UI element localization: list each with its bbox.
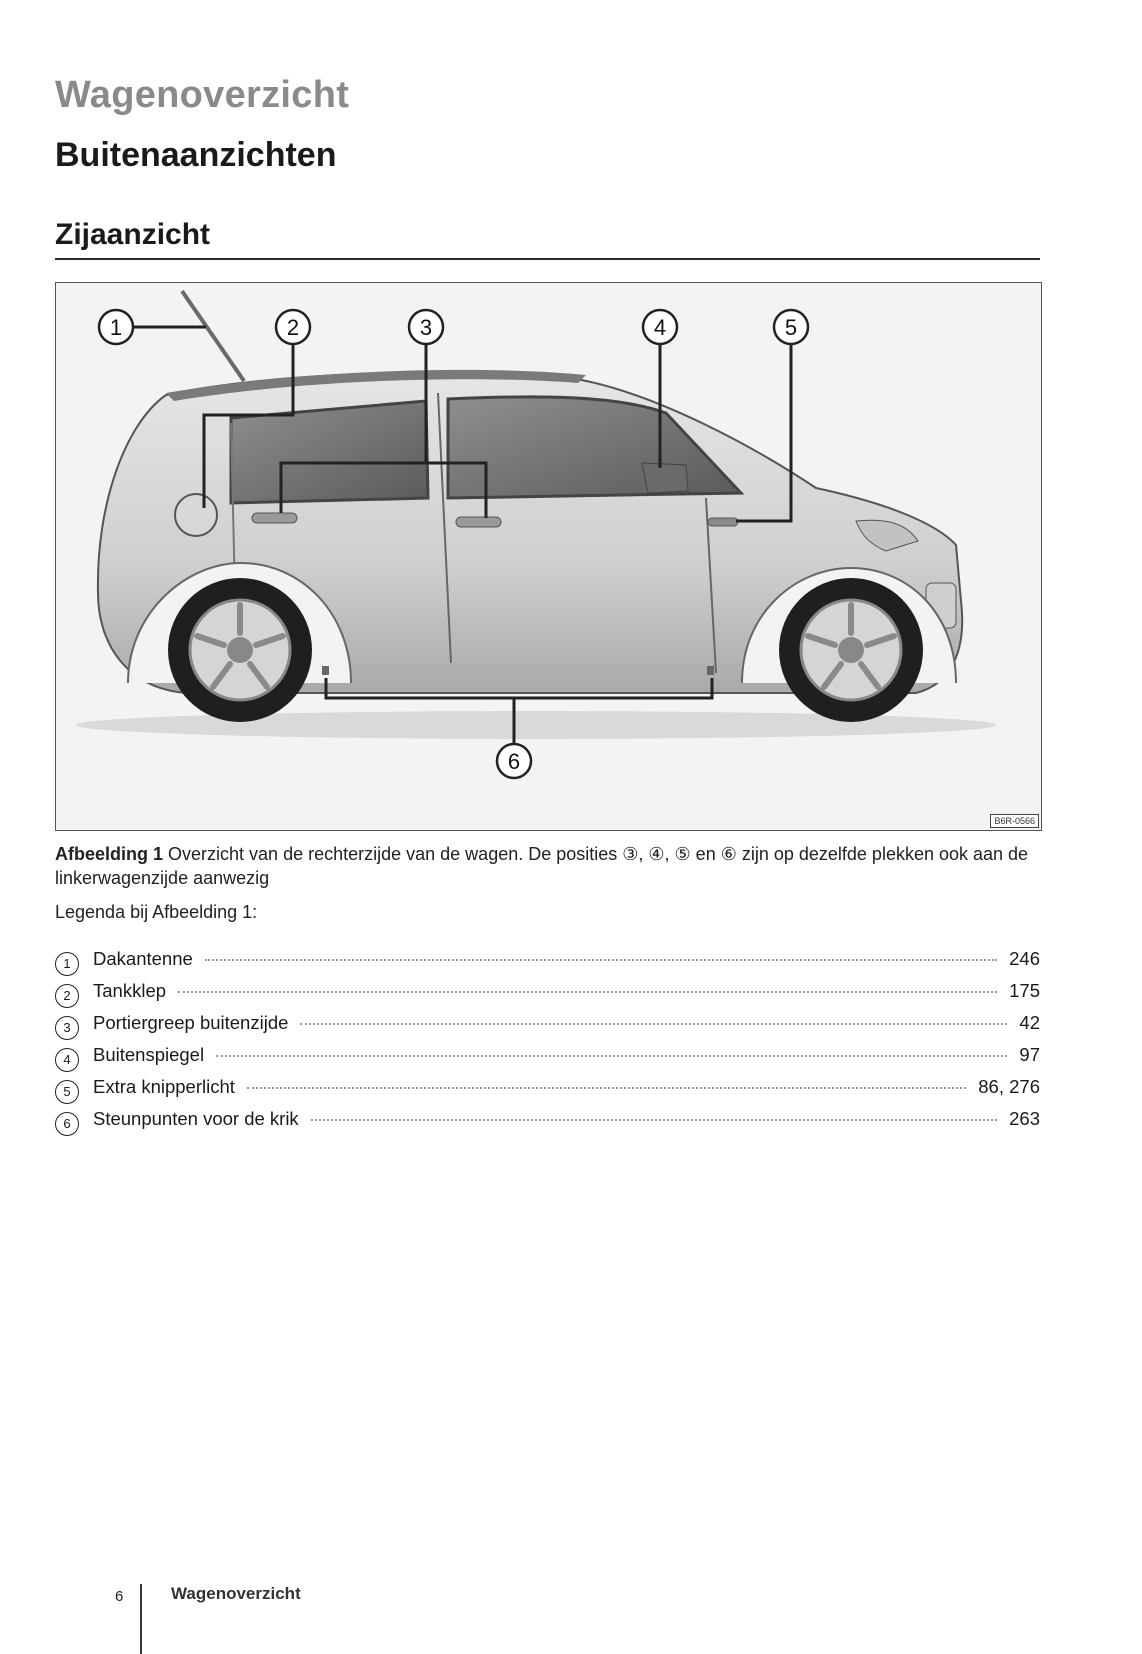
svg-text:6: 6 [507, 749, 521, 774]
leader-dots [247, 1087, 966, 1089]
leader-dots [178, 991, 997, 993]
legend-item [55, 1044, 1040, 1076]
subsection-title: Zijaanzicht [55, 218, 211, 251]
legend-item [55, 1076, 1040, 1108]
legend-label: Extra knipperlicht [93, 1076, 235, 1097]
legend-page: 263 [1009, 1108, 1040, 1129]
svg-text:2: 2 [286, 315, 300, 340]
rear-wheel [168, 578, 312, 722]
svg-text:4: 4 [653, 315, 667, 340]
jack-point-rear [322, 666, 329, 675]
legend-number: 3 [55, 1016, 79, 1040]
roof-antenna [182, 291, 244, 381]
svg-text:5: 5 [784, 315, 798, 340]
caption-label: Afbeelding 1 [55, 844, 164, 864]
legend-label: Tankklep [93, 980, 167, 1001]
callout-6 [497, 744, 531, 778]
jack-point-front [707, 666, 714, 675]
rear-door-handle [252, 513, 297, 523]
legend-item [55, 948, 1040, 980]
side-indicator [708, 518, 738, 526]
legend-page: 97 [1019, 1044, 1040, 1065]
callout-5 [774, 310, 808, 344]
fuel-flap [175, 494, 217, 536]
figure-code: B6R-0566 [990, 814, 1039, 828]
caption-text: Overzicht van de rechterzijde van de wagen. De posities ③, ④, ⑤ en ⑥ zijn op dezelfde plekken ook aan de linkerwagenzijde aanwezig [55, 844, 1029, 888]
car-illustration [56, 283, 1041, 830]
svg-text:1: 1 [109, 315, 123, 340]
legend-number: 5 [55, 1080, 79, 1104]
leader-dots [311, 1119, 997, 1121]
legend-title: Legenda bij Afbeelding 1: [55, 902, 258, 922]
callout-3 [409, 310, 443, 344]
legend-label: Steunpunten voor de krik [93, 1108, 299, 1129]
legend-page: 42 [1019, 1012, 1040, 1033]
legend-page: 86, 276 [978, 1076, 1040, 1097]
svg-text:3: 3 [419, 315, 433, 340]
side-mirror [642, 463, 688, 493]
legend-label: Dakantenne [93, 948, 193, 969]
legend-item [55, 1108, 1040, 1140]
figure-caption [55, 842, 1045, 890]
chapter-title: Wagenoverzicht [55, 74, 350, 116]
leader-dots [205, 959, 997, 961]
legend-item [55, 1012, 1040, 1044]
legend-number: 4 [55, 1048, 79, 1072]
legend-page: 246 [1009, 948, 1040, 969]
callout-4 [643, 310, 677, 344]
legend-number: 2 [55, 984, 79, 1008]
legend-page: 175 [1009, 980, 1040, 1001]
legend-list [55, 948, 1040, 1140]
legend-label: Buitenspiegel [93, 1044, 205, 1065]
heading-rule [55, 258, 1040, 260]
leader-dots [216, 1055, 1007, 1057]
callout-2 [276, 310, 310, 344]
leader-dots [300, 1023, 1007, 1025]
page-number: 6 [115, 1588, 124, 1605]
footer-chapter: Wagenoverzicht [171, 1584, 301, 1603]
legend-number: 6 [55, 1112, 79, 1136]
front-door-handle [456, 517, 501, 527]
footer-divider [140, 1584, 142, 1654]
legend-number: 1 [55, 952, 79, 976]
front-window [448, 397, 741, 498]
front-wheel [779, 578, 923, 722]
car-side-view-figure [55, 282, 1042, 831]
section-title: Buitenaanzichten [55, 136, 337, 174]
legend-item [55, 980, 1040, 1012]
legend-label: Portiergreep buitenzijde [93, 1012, 289, 1033]
callout-1 [99, 310, 133, 344]
